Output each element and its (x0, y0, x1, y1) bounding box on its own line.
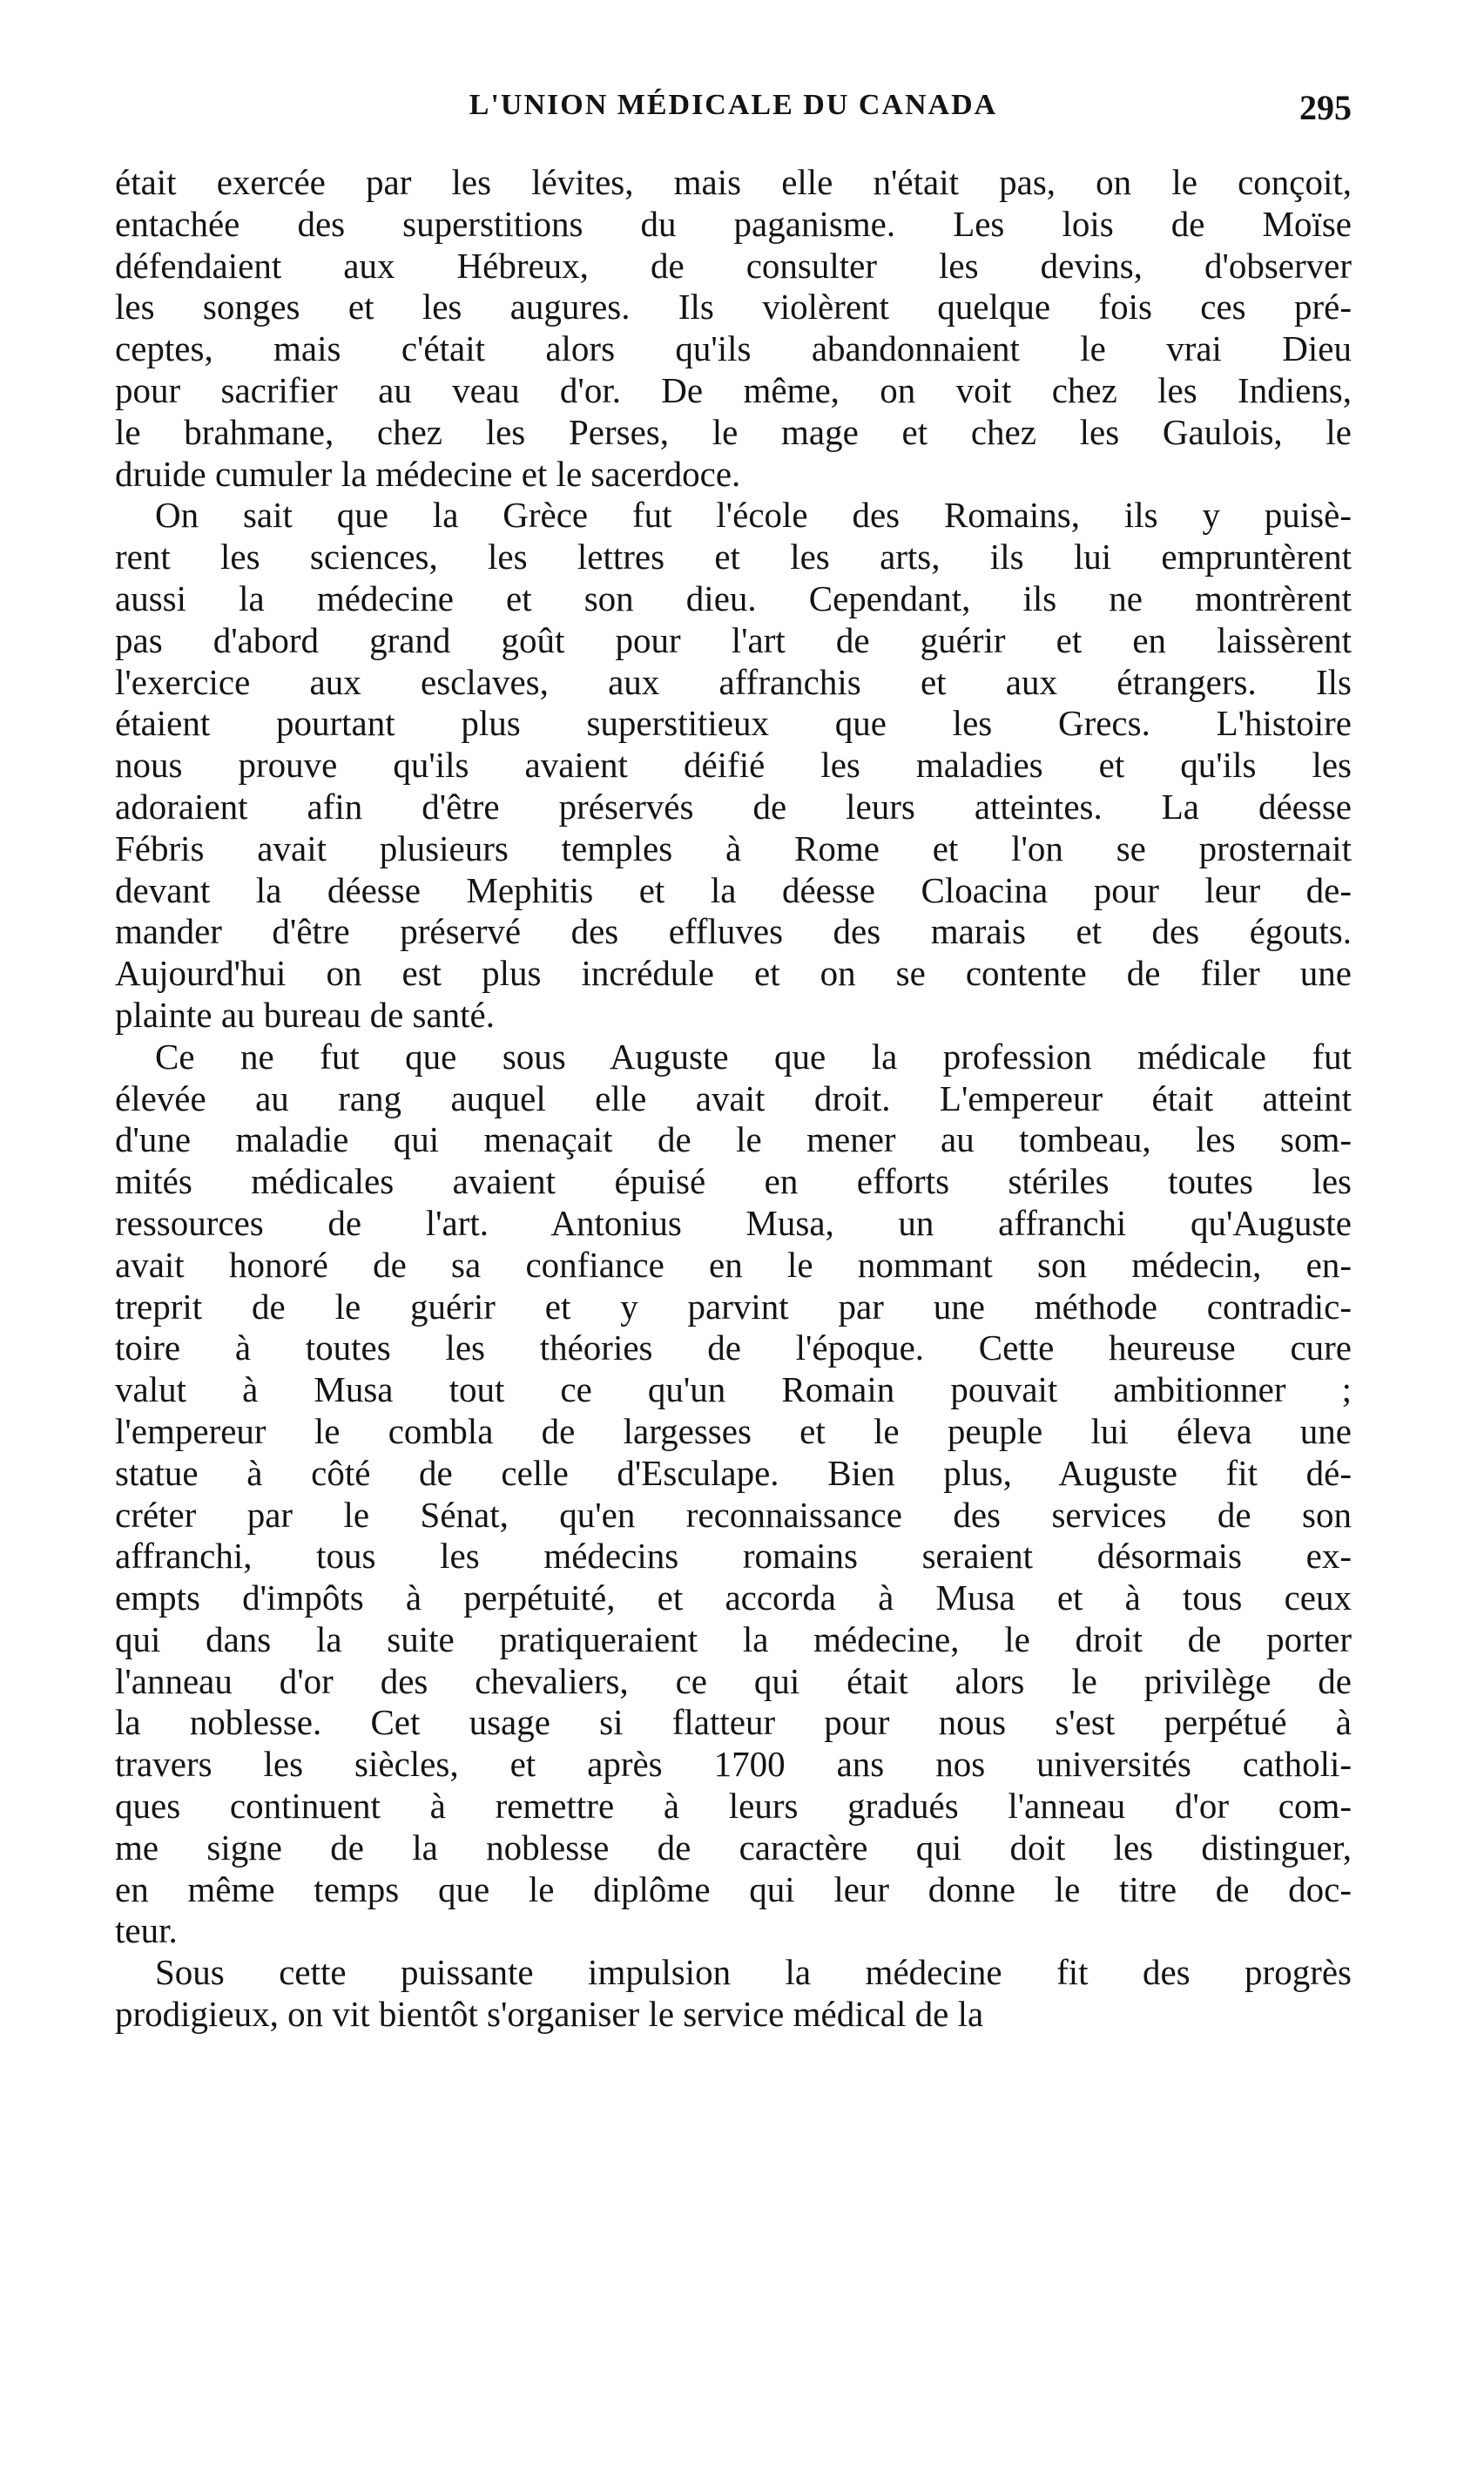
text-line: teur. (115, 1910, 178, 1951)
text-line: treprit de le guérir et y parvint par une méthode contradic- (115, 1286, 1352, 1327)
text-line: étaient pourtant plus superstitieux que les Grecs. L'histoire (115, 703, 1352, 744)
text-line: druide cumuler la médecine et le sacerdoce. (115, 453, 741, 494)
text-line: la noblesse. Cet usage si flatteur pour nous s'est perpétué à (115, 1702, 1352, 1743)
text-line: le brahmane, chez les Perses, le mage et chez les Gaulois, le (115, 411, 1352, 452)
body-text (115, 162, 1352, 2036)
text-line: rent les sciences, les lettres et les arts, ils lui empruntèrent (115, 537, 1352, 578)
text-line: adoraient afin d'être préservés de leurs atteintes. La déesse (115, 786, 1352, 827)
journal-title: L'UNION MÉDICALE DU CANADA (469, 89, 998, 121)
page-number: 295 (1299, 88, 1352, 127)
text-line: aussi la médecine et son dieu. Cependant, ils ne montrèrent (115, 578, 1352, 618)
text-line: qui dans la suite pratiqueraient la médecine, le droit de porter (115, 1618, 1352, 1659)
text-line: créter par le Sénat, qu'en reconnaissance des services de son (115, 1494, 1352, 1535)
text-line: affranchi, tous les médecins romains seraient désormais ex- (115, 1536, 1352, 1577)
text-line: ceptes, mais c'était alors qu'ils abandonnaient le vrai Dieu (115, 328, 1352, 369)
paragraph (115, 1037, 1352, 1953)
paragraph (115, 162, 1352, 495)
text-line: nous prouve qu'ils avaient déifié les maladies et qu'ils les (115, 745, 1352, 786)
text-line: On sait que la Grèce fut l'école des Romains, ils y puisè- (155, 495, 1352, 536)
text-line: pas d'abord grand goût pour l'art de guérir et en laissèrent (115, 619, 1352, 660)
text-line: plainte au bureau de santé. (115, 994, 496, 1035)
text-line: avait honoré de sa confiance en le nommant son médecin, en- (115, 1244, 1352, 1285)
text-line: Ce ne fut que sous Auguste que la profession médicale fut (155, 1036, 1352, 1077)
text-line: mander d'être préservé des effluves des marais et des égouts. (115, 911, 1352, 952)
text-line: Sous cette puissante impulsion la médecine fit des progrès (155, 1952, 1352, 1993)
text-line: me signe de la noblesse de caractère qui doit les distinguer, (115, 1827, 1352, 1868)
paragraph (115, 1952, 1352, 2036)
document-page (115, 84, 1352, 2036)
paragraph (115, 495, 1352, 1036)
text-line: les songes et les augures. Ils violèrent quelque fois ces pré- (115, 287, 1352, 328)
running-header (115, 84, 1352, 136)
text-line: en même temps que le diplôme qui leur donne le titre de doc- (115, 1868, 1352, 1909)
text-line: Fébris avait plusieurs temples à Rome et l'on se prosternait (115, 827, 1352, 868)
text-line: l'exercice aux esclaves, aux affranchis et aux étrangers. Ils (115, 661, 1352, 702)
text-line: prodigieux, on vit bientôt s'organiser le service médical de la (115, 1994, 984, 2035)
text-line: pour sacrifier au veau d'or. De même, on voit chez les Indiens, (115, 369, 1352, 410)
text-line: valut à Musa tout ce qu'un Romain pouvait ambitionner ; (115, 1369, 1352, 1410)
text-line: ques continuent à remettre à leurs gradués l'anneau d'or com- (115, 1786, 1352, 1827)
text-line: empts d'impôts à perpétuité, et accorda à Musa et à tous ceux (115, 1577, 1352, 1618)
text-line: toire à toutes les théories de l'époque. Cette heureuse cure (115, 1327, 1352, 1368)
text-line: élevée au rang auquel elle avait droit. L'empereur était atteint (115, 1077, 1352, 1118)
text-line: ressources de l'art. Antonius Musa, un affranchi qu'Auguste (115, 1202, 1352, 1243)
text-line: était exercée par les lévites, mais elle n'était pas, on le conçoit, (115, 162, 1352, 202)
text-line: mités médicales avaient épuisé en efforts stériles toutes les (115, 1161, 1352, 1202)
text-line: d'une maladie qui menaçait de le mener au tombeau, les som- (115, 1119, 1352, 1160)
text-line: défendaient aux Hébreux, de consulter les devins, d'observer (115, 245, 1352, 286)
text-line: l'anneau d'or des chevaliers, ce qui était alors le privilège de (115, 1660, 1352, 1701)
text-line: l'empereur le combla de largesses et le peuple lui éleva une (115, 1410, 1352, 1451)
text-line: Aujourd'hui on est plus incrédule et on se contente de filer une (115, 953, 1352, 994)
text-line: travers les siècles, et après 1700 ans nos universités catholi- (115, 1744, 1352, 1785)
text-line: statue à côté de celle d'Esculape. Bien plus, Auguste fit dé- (115, 1452, 1352, 1493)
text-line: entachée des superstitions du paganisme. Les lois de Moïse (115, 203, 1352, 244)
text-line: devant la déesse Mephitis et la déesse Cloacina pour leur de- (115, 869, 1352, 910)
